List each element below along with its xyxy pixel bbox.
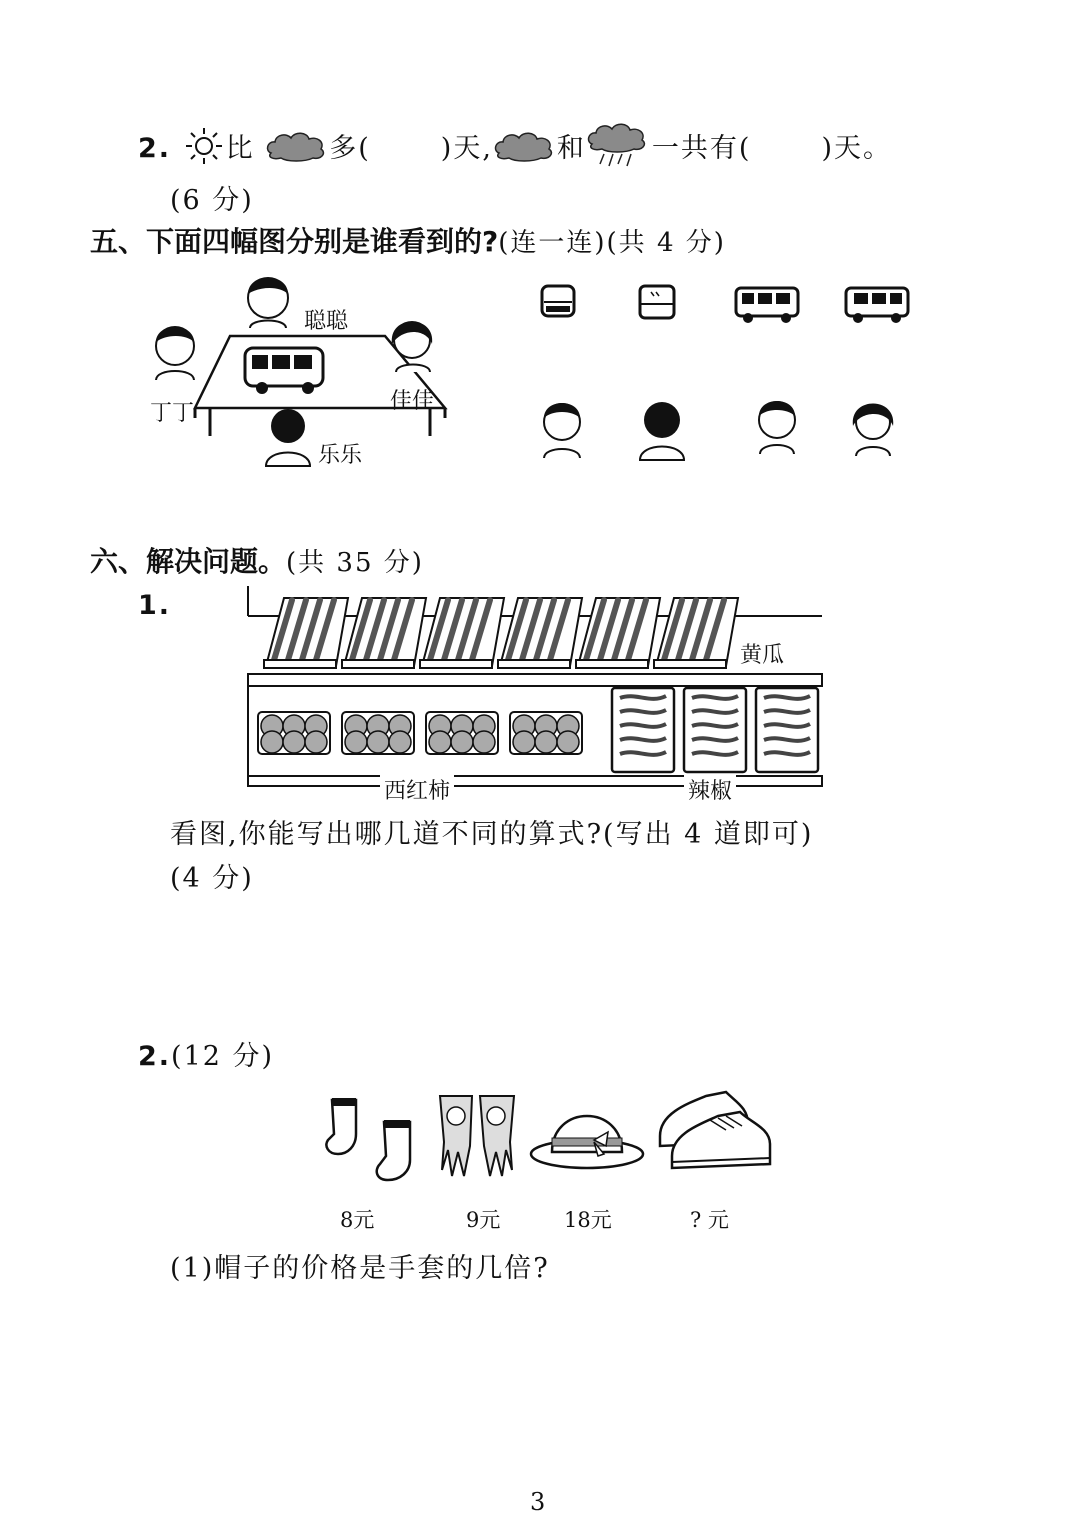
weather-score: (6 分)	[170, 185, 254, 216]
total-word: 一共有(	[651, 133, 752, 164]
cloud-icon	[265, 129, 329, 170]
tomato-tray	[426, 712, 498, 754]
tomato-tray	[342, 712, 414, 754]
bus-side-view-right-icon[interactable]	[844, 284, 910, 326]
bus-toy-icon	[245, 348, 323, 394]
shoes-icon	[656, 1084, 776, 1178]
price-hat: 18元	[564, 1208, 612, 1232]
name-lele: 乐乐	[318, 443, 363, 468]
kid-face-thinking-icon[interactable]	[538, 396, 588, 462]
rain-cloud-icon	[586, 122, 652, 177]
label-cucumber: 黄瓜	[740, 643, 785, 668]
q2-number: 2.	[138, 1041, 172, 1072]
days-close: )天,	[440, 133, 493, 164]
sun-icon	[182, 126, 226, 173]
cucumber-tray	[342, 598, 426, 668]
price-gloves: 9元	[466, 1208, 501, 1232]
cucumber-tray	[654, 598, 738, 668]
bus-side-view-left-icon[interactable]	[734, 284, 802, 326]
name-congcong: 聪聪	[304, 309, 349, 334]
q2-score: (12 分)	[171, 1041, 275, 1072]
cucumber-tray	[264, 598, 348, 668]
vegetable-shelf	[240, 586, 830, 796]
kid-face-girl-icon[interactable]	[848, 396, 898, 458]
section5-heading	[90, 220, 726, 260]
tomato-tray	[258, 712, 330, 754]
kid-face-boy-icon[interactable]	[752, 396, 802, 456]
q1-number: 1.	[138, 590, 172, 621]
q1-prompt: 看图,你能写出哪几道不同的算式?(写出 4 道即可)	[170, 819, 814, 850]
kid-dingding	[156, 327, 194, 380]
question-number: 2.	[138, 133, 172, 164]
page-number: 3	[530, 1488, 546, 1516]
section5-note: (连一连)(共 4 分)	[498, 228, 726, 258]
cucumber-tray	[576, 598, 660, 668]
bus-top-view-icon[interactable]	[538, 282, 578, 322]
pepper-tray	[612, 688, 674, 772]
pepper-tray	[684, 688, 746, 772]
table-scene	[140, 268, 460, 468]
pepper-tray	[756, 688, 818, 772]
section6-note: (共 35 分)	[286, 548, 424, 578]
and-word: 和	[556, 133, 586, 164]
price-socks: 8元	[340, 1208, 375, 1232]
tomato-tray	[510, 712, 582, 754]
kid-congcong	[248, 278, 288, 329]
section6-title: 六、解决问题。	[90, 545, 287, 578]
hat-icon	[528, 1094, 646, 1174]
socks-icon	[322, 1094, 426, 1188]
weather-question	[138, 122, 892, 177]
days-end: )天。	[821, 133, 892, 164]
cucumber-tray	[420, 598, 504, 668]
q2-heading	[138, 1034, 274, 1073]
price-shoes: ? 元	[690, 1208, 729, 1232]
more-word: 多(	[329, 133, 371, 164]
label-tomato: 西红柿	[380, 774, 454, 805]
gloves-icon	[434, 1086, 520, 1182]
cucumber-tray	[498, 598, 582, 668]
label-pepper: 辣椒	[684, 774, 736, 805]
bus-front-view-icon[interactable]	[636, 282, 678, 324]
q1-score: (4 分)	[170, 863, 254, 894]
section5-title: 五、下面四幅图分别是谁看到的?	[90, 225, 499, 258]
name-dingding: 丁丁	[150, 401, 195, 426]
name-jiajia: 佳佳	[390, 389, 435, 414]
cloud-icon	[493, 129, 557, 170]
section6-heading	[90, 540, 424, 580]
q2-sub1: (1)帽子的价格是手套的几倍?	[170, 1253, 550, 1284]
kid-lele	[266, 409, 310, 466]
compare-word: 比	[225, 133, 255, 164]
kid-back-view-icon[interactable]	[636, 396, 688, 462]
